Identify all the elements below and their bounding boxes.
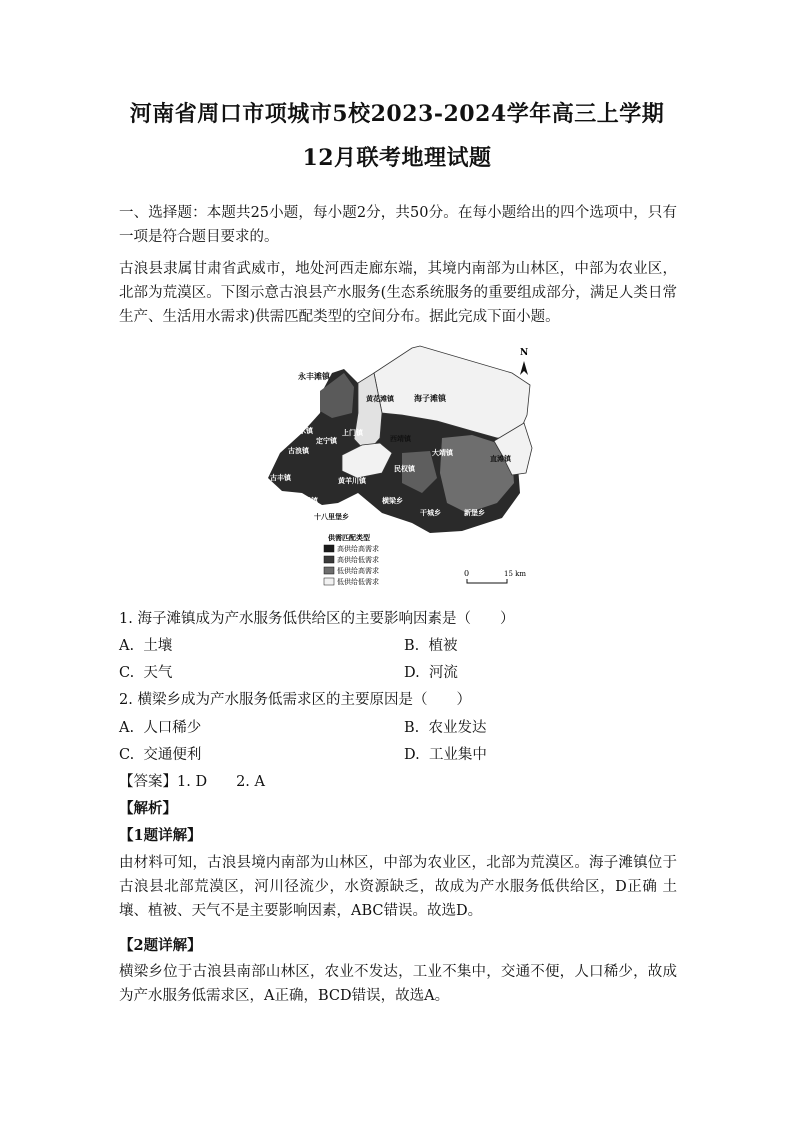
question-1-stem: 1. 海子滩镇成为产水服务低供给区的主要影响因素是（ ） <box>119 611 515 627</box>
north-label: N <box>520 348 529 358</box>
label-huangyangchuan: 黄羊川镇 <box>338 476 366 485</box>
north-arrow <box>520 348 528 375</box>
legend-swatch-1 <box>324 545 334 552</box>
label-datan: 大靖镇 <box>432 448 453 457</box>
document-title-line1: 河南省周口市项城市5校2023-2024学年高三上学期 <box>129 101 665 127</box>
legend-swatch-3 <box>324 567 334 574</box>
answer-line: 【答案】1. D 2. A <box>119 774 265 790</box>
scale-label: 15 km <box>504 570 527 578</box>
north-arrow-icon <box>520 361 528 375</box>
label-simen: 上门镇 <box>342 428 363 437</box>
legend <box>324 533 379 586</box>
question-1-option-b: B. 植被 <box>404 638 458 654</box>
supply-demand-map <box>262 343 540 595</box>
legend-swatch-2 <box>324 556 334 563</box>
legend-title: 供需匹配类型 <box>328 533 370 542</box>
question-2-stem: 2. 横梁乡成为产水服务低需求区的主要原因是（ ） <box>119 692 471 708</box>
label-gulangzhen: 古浪镇 <box>288 446 309 455</box>
label-gufeng: 古丰镇 <box>270 473 291 482</box>
label-heisongyi: 黑松驿镇 <box>290 496 318 505</box>
question-2-option-c: C. 交通便利 <box>119 747 202 763</box>
instructions-text: 一、选择题：本题共25小题，每小题2分，共50分。在每小题给出的四个选项中，只有一项是符合题目要求的。 <box>119 205 677 245</box>
analysis-heading: 【解析】 <box>119 800 177 817</box>
legend-item-4: 低供给低需求 <box>337 578 379 586</box>
question-2-option-a: A. 人口稀少 <box>119 720 202 736</box>
question-1-option-c: C. 天气 <box>119 665 173 681</box>
legend-item-3: 低供给高需求 <box>337 567 379 575</box>
label-hengliang: 横梁乡 <box>382 496 403 505</box>
label-huanghuatan: 黄花滩镇 <box>366 394 394 403</box>
question-1-option-a: A. 土壤 <box>119 638 173 654</box>
q2-analysis-heading: 【2题详解】 <box>119 937 202 954</box>
document-title-line2: 12月联考地理试题 <box>302 145 492 171</box>
question-2-option-b: B. 农业发达 <box>404 720 487 736</box>
label-xijing: 西靖镇 <box>390 434 411 443</box>
q2-analysis-text: 横梁乡位于古浪县南部山林区，农业不发达，工业不集中，交通不便，人口稀少，故成为产水服务低需求区，A正确，BCD错误，故选A。 <box>119 964 677 1004</box>
label-shibalipu: 十八里堡乡 <box>314 512 349 521</box>
scale-bar <box>464 569 526 583</box>
legend-swatch-4 <box>324 578 334 585</box>
material-text: 古浪县隶属甘肃省武威市，地处河西走廊东端，其境内南部为山林区，中部为农业区，北部为荒漠区。下图示意古浪县产水服务(生态系统服务的重要组成部分，满足人类日常生产、生活用水需求)供需匹配类型的空间分布。据此完成下面小题。 <box>119 261 677 325</box>
label-dingning: 定宁镇 <box>316 436 337 445</box>
label-yongfengtan: 永丰滩镇 <box>298 371 330 381</box>
question-1-option-d: D. 河流 <box>404 665 458 681</box>
legend-item-1: 高供给高需求 <box>337 545 379 553</box>
label-haizitan: 海子滩镇 <box>414 393 446 403</box>
legend-item-2: 高供给低需求 <box>337 556 379 564</box>
question-2-option-d: D. 工业集中 <box>404 747 487 763</box>
label-gancheng: 干城乡 <box>420 508 441 517</box>
label-xinpu: 新堡乡 <box>464 508 485 517</box>
label-zhitan: 直滩镇 <box>490 454 511 463</box>
q1-analysis-heading: 【1题详解】 <box>119 827 202 844</box>
scale-zero: 0 <box>464 569 470 578</box>
label-sishui: 泗水镇 <box>292 426 313 435</box>
q1-analysis-text: 由材料可知，古浪县境内南部为山林区，中部为农业区，北部为荒漠区。海子滩镇位于古浪县北部荒漠区，河川径流少，水资源缺乏，故成为产水服务低供给区，D正确 土壤、植被、天气不是主要影响因素，ABC错误。故选D。 <box>119 855 677 919</box>
label-minquan: 民权镇 <box>394 464 415 473</box>
